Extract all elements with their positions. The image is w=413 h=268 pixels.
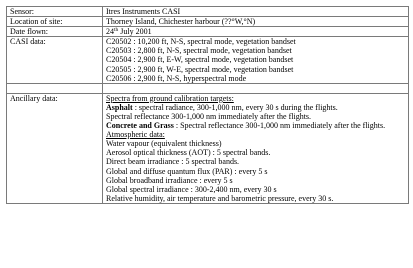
atmospheric-line: Global and diffuse quantum flux (PAR) : every 5 s — [106, 166, 268, 176]
casi-line: C20503 : 2,800 ft, N-S, spectral mode, vegetation bandset — [106, 46, 292, 56]
sensor-value: Itres Instruments CASI — [103, 7, 409, 17]
date-day: 24 — [106, 27, 114, 37]
table-row-date — [7, 27, 409, 37]
asphalt-text: : spectral radiance, 300-1,000 nm, every 30 s during the flights. — [132, 102, 338, 112]
atmospheric-heading: Atmospheric data: — [106, 130, 165, 140]
date-rest: July 2001 — [118, 27, 152, 37]
date-suffix: th — [114, 27, 119, 34]
table-row-ancillary — [7, 93, 409, 203]
concrete-line — [106, 121, 405, 130]
table-row-spacer — [7, 83, 409, 93]
atmospheric-line: Global spectral irradiance : 300-2,400 nm, every 30 s — [106, 184, 277, 194]
atmospheric-line: Direct beam irradiance : 5 spectral bands. — [106, 157, 240, 167]
atmospheric-line: Global broadband irradiance : every 5 s — [106, 175, 233, 185]
casi-value — [103, 37, 409, 83]
spacer-cell — [103, 83, 409, 93]
atmospheric-line: Relative humidity, air temperature and barometric pressure, every 30 s. — [106, 193, 334, 203]
casi-line: C20505 : 2,900 ft, W-E, spectral mode, vegetation bandset — [106, 64, 294, 74]
asphalt-line — [106, 103, 405, 112]
table-row-casi — [7, 37, 409, 83]
table-row-sensor — [7, 7, 409, 17]
date-value — [103, 27, 409, 37]
ancillary-label: Ancillary data: — [7, 93, 103, 203]
ancillary-value — [103, 93, 409, 203]
asphalt-term: Asphalt — [106, 102, 133, 112]
metadata-table — [6, 6, 409, 204]
location-label: Location of site: — [7, 17, 103, 27]
table-row-location — [7, 17, 409, 27]
date-label: Date flown: — [7, 27, 103, 37]
spectra-heading: Spectra from ground calibration targets: — [106, 93, 234, 103]
location-value: Thorney Island, Chichester harbour (??°W,°N) — [103, 17, 409, 27]
casi-label: CASI data: — [7, 37, 103, 83]
concrete-term: Concrete and Grass — [106, 121, 174, 131]
sensor-label: Sensor: — [7, 7, 103, 17]
casi-line: C20502 : 10,200 ft, N-S, spectral mode, vegetation bandset — [106, 37, 296, 47]
atmospheric-line: Water vapour (equivalent thickness) — [106, 139, 222, 149]
spacer-cell — [7, 83, 103, 93]
casi-line: C20504 : 2,900 ft, E-W, spectral mode, vegetation bandset — [106, 55, 294, 65]
concrete-text: : Spectral reflectance 300-1,000 nm immediately after the flights. — [173, 121, 386, 131]
casi-line: C20506 : 2,900 ft, N-S, hyperspectral mode — [106, 73, 247, 83]
asphalt-reflectance: Spectral reflectance 300-1,000 nm immediately after the flights. — [106, 111, 312, 121]
atmospheric-line: Aerosol optical thickness (AOT) : 5 spectral bands. — [106, 148, 271, 158]
